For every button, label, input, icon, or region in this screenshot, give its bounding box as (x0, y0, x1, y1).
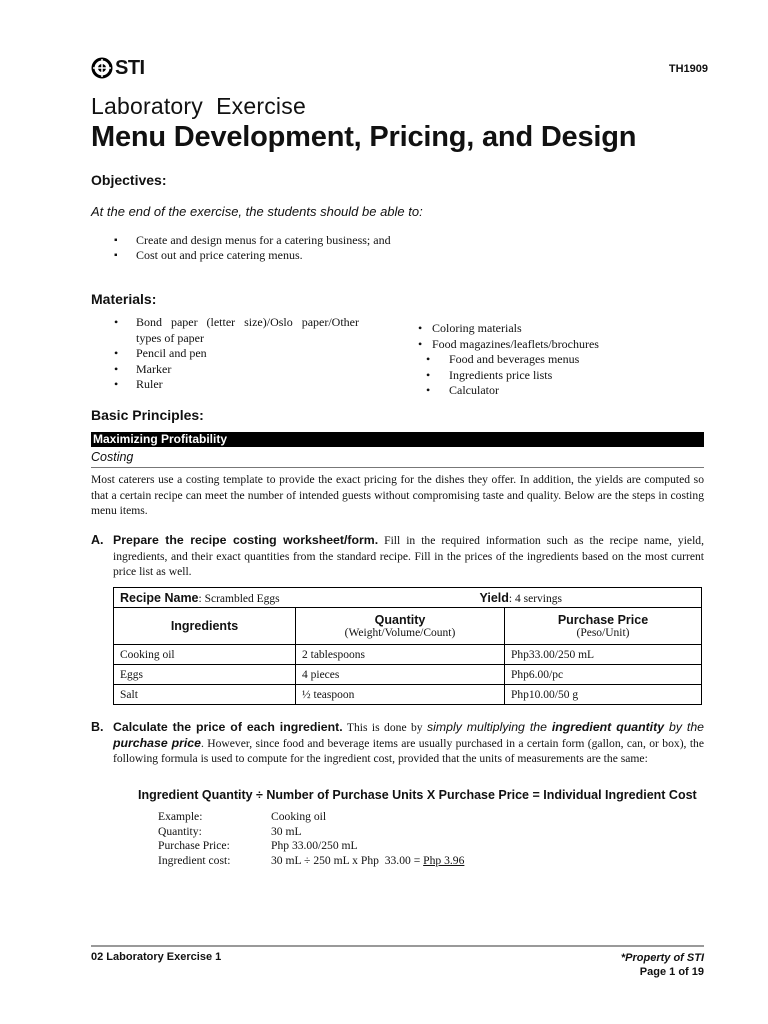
ingredient-cell: Eggs (114, 665, 296, 685)
sti-logo (91, 57, 145, 79)
price-cell: Php6.00/pc (505, 665, 702, 685)
intro-paragraph: Most caterers use a costing template to provide the exact pricing for the dishes they offer. In addition, the yields are computed so that a certain recipe can meet the number of intended guests without compromising taste and quality. Below are the steps in costing menu items. (91, 473, 704, 517)
step-b-letter: B. (91, 720, 104, 734)
ingredient-cell: Cooking oil (114, 645, 296, 665)
col-header-quantity: Quantity (Weight/Volume/Count) (296, 608, 505, 645)
table-row (114, 665, 702, 685)
list-item: • Marker (114, 362, 359, 378)
price-cell: Php10.00/50 g (505, 685, 702, 705)
price-cell: Php33.00/250 mL (505, 645, 702, 665)
ingredient-cell: Salt (114, 685, 296, 705)
objectives-heading: Objectives: (91, 172, 167, 188)
step-b-paragraph (113, 720, 704, 767)
footer-doc-name: 02 Laboratory Exercise 1 (91, 951, 222, 963)
cost-formula: Ingredient Quantity ÷ Number of Purchase Units X Purchase Price = Individual Ingredient Cost (138, 788, 697, 802)
example-key: Example: (158, 810, 203, 823)
cost-calculation: 30 mL ÷ 250 mL x Php 33.00 = (271, 853, 424, 867)
list-item: • Ingredients price lists (418, 368, 579, 384)
document-code: TH1909 (668, 63, 708, 75)
step-b-title: Calculate the price of each ingredient. (113, 720, 343, 734)
page-number: Page 1 of 19 (639, 966, 704, 978)
step-a-paragraph (113, 533, 704, 580)
list-item: • Food and beverages menus (418, 352, 579, 368)
materials-sublist (418, 352, 579, 399)
table-row (114, 645, 702, 665)
step-b-italic: simply multiplying the (427, 720, 552, 734)
basic-principles-heading: Basic Principles: (91, 407, 204, 423)
example-key: Quantity: (158, 824, 202, 838)
section-bar-title: Maximizing Profitability (93, 432, 228, 446)
costing-subheading: Costing (91, 450, 134, 464)
yield-cell (479, 588, 702, 608)
divider (91, 467, 704, 468)
materials-heading: Materials: (91, 291, 157, 307)
example-value: Cooking oil (271, 810, 327, 823)
example-value: Php 33.00/250 mL (271, 839, 358, 852)
step-b-bold-italic: purchase price (113, 735, 201, 750)
example-value (271, 854, 464, 869)
footer-divider (91, 945, 704, 947)
step-b-text: . However, since food and beverage items are usually purchased in a certain form (gallon, can, or box), the following formula is used to compute for the ingredient cost, provided that the units of measurements are the same: (113, 736, 704, 765)
table-row (114, 685, 702, 705)
example-table (158, 810, 464, 868)
yield-value: : 4 servings (508, 592, 562, 605)
materials-list-right (418, 321, 599, 352)
property-notice: *Property of STI (620, 952, 704, 964)
recipe-costing-table (113, 587, 702, 705)
sti-globe-icon (91, 57, 113, 79)
quantity-cell: 4 pieces (296, 665, 505, 685)
list-item: • Calculator (418, 383, 579, 399)
section-bar (91, 432, 704, 447)
list-item: • Pencil and pen (114, 346, 359, 362)
table-row (158, 839, 464, 854)
step-a-letter: A. (91, 533, 104, 547)
col-header-purchase-price: Purchase Price (Peso/Unit) (505, 608, 702, 645)
recipe-name-value: : Scrambled Eggs (198, 592, 280, 605)
materials-list-left (114, 315, 359, 393)
table-row (158, 825, 464, 840)
title-label: Laboratory Exercise (91, 93, 306, 119)
table-row (158, 854, 464, 869)
footer-info (621, 951, 704, 979)
table-row (158, 810, 464, 825)
cost-result: Php 3.96 (423, 853, 465, 867)
list-item: • Bond paper (letter size)/Oslo paper/Other types of paper (114, 315, 359, 346)
example-value: 30 mL (271, 824, 302, 838)
recipe-name-cell (114, 588, 505, 608)
step-a-body: Fill in the required information such as the recipe name, yield, ingredients, and their exact quantities from the standard recipe. Fill in the prices of the ingredients based on the most current price list as well. (113, 534, 704, 578)
step-b-italic: by the (664, 720, 704, 734)
objectives-intro: At the end of the exercise, the students should be able to: (91, 204, 423, 219)
step-b-text: This is done by (342, 721, 428, 734)
list-item: ▪ Create and design menus for a catering business; and (114, 233, 391, 248)
step-b-bold-italic: ingredient quantity (551, 720, 665, 734)
logo-text: STI (115, 56, 145, 79)
example-key: Purchase Price: (158, 839, 230, 852)
step-a-title: Prepare the recipe costing worksheet/form. (113, 533, 379, 547)
list-item: • Coloring materials (418, 321, 599, 337)
list-item: • Food magazines/leaflets/brochures (418, 337, 599, 353)
yield-label: Yield (479, 590, 509, 605)
page-title: Menu Development, Pricing, and Design (91, 121, 637, 153)
quantity-cell: 2 tablespoons (296, 645, 505, 665)
col-header-ingredients: Ingredients (114, 608, 296, 645)
list-item: ▪ Cost out and price catering menus. (114, 248, 391, 263)
quantity-cell: ½ teaspoon (296, 685, 505, 705)
list-item: • Ruler (114, 377, 359, 393)
example-key: Ingredient cost: (158, 853, 231, 867)
recipe-name-label: Recipe Name (120, 590, 199, 605)
objectives-list (114, 233, 391, 263)
